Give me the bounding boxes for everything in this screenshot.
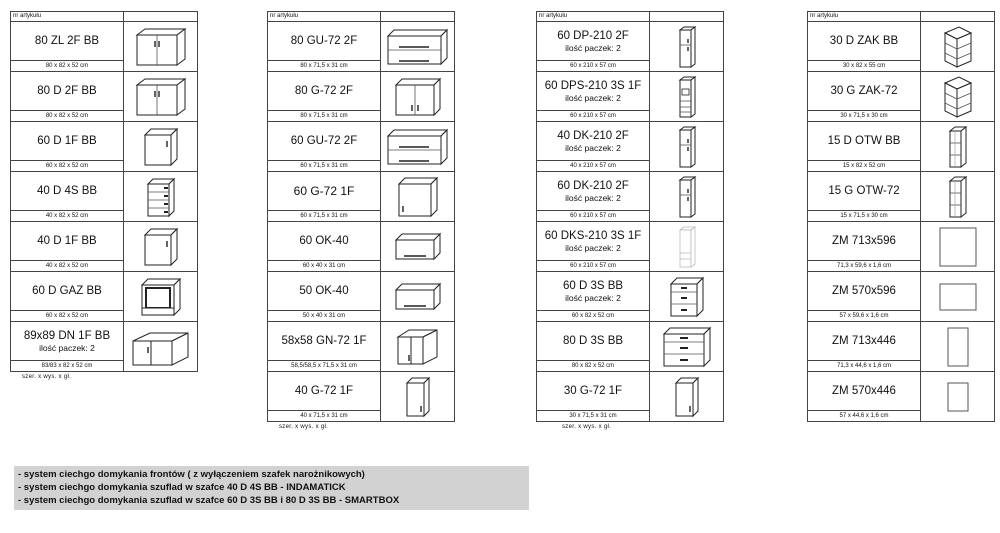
article-number-header: nr artykułu: [537, 12, 650, 22]
item-name: 15 D OTW BB: [827, 134, 901, 147]
item-name-cell: [11, 122, 124, 161]
item-image-cell: [381, 322, 455, 372]
package-count: ilość paczek: 2: [565, 292, 621, 303]
item-name: 60 DP-210 2F: [557, 29, 629, 42]
wall-cabinet-1-door-icon: [381, 176, 454, 218]
item-dimensions: 15 x 82 x 52 cm: [808, 161, 921, 172]
item-name-cell: [268, 272, 381, 311]
item-name: 60 D 1F BB: [37, 134, 97, 147]
package-count: ilość paczek: 2: [565, 42, 621, 53]
tall-cabinet-icon: [650, 125, 723, 169]
item-dimensions: 58,5/58,5 x 71,5 x 31 cm: [268, 361, 381, 372]
article-number-header: nr artykułu: [11, 12, 124, 22]
item-dimensions: 57 x 44,6 x 1,6 cm: [808, 411, 921, 422]
catalog-item: [537, 272, 724, 311]
item-name: 50 OK-40: [299, 284, 349, 297]
catalog-item: [268, 272, 455, 311]
image-header-cell: [921, 12, 995, 22]
catalog-table: [267, 11, 455, 422]
item-name: 60 OK-40: [299, 234, 349, 247]
item-name-cell: [808, 172, 921, 211]
item-dimensions: 30 x 71,5 x 31 cm: [537, 411, 650, 422]
tall-cabinet-faint-icon: [650, 225, 723, 269]
item-image-cell: [381, 272, 455, 322]
item-image-cell: [381, 22, 455, 72]
item-image-cell: [381, 122, 455, 172]
item-dimensions: 60 x 82 x 52 cm: [537, 311, 650, 322]
oven-cabinet-icon: [124, 277, 197, 317]
item-name-cell: [537, 172, 650, 211]
item-dimensions: 80 x 71,5 x 31 cm: [268, 61, 381, 72]
catalog-item: [11, 322, 198, 361]
item-name: ZM 570x596: [832, 284, 896, 297]
catalog-item: [11, 172, 198, 211]
item-image-cell: [650, 322, 724, 372]
catalog-item: [268, 22, 455, 61]
item-dimensions: 40 x 210 x 57 cm: [537, 161, 650, 172]
item-name-cell: [11, 22, 124, 61]
item-name: 60 D GAZ BB: [32, 284, 102, 297]
catalog-item: [268, 172, 455, 211]
item-image-cell: [124, 222, 198, 272]
item-image-cell: [124, 22, 198, 72]
item-name: 40 DK-210 2F: [557, 129, 629, 142]
image-header-cell: [124, 12, 198, 22]
image-header-cell: [381, 12, 455, 22]
item-name-cell: [808, 322, 921, 361]
article-number-header: nr artykułu: [808, 12, 921, 22]
item-name-cell: [268, 72, 381, 111]
item-name: 15 G OTW-72: [828, 184, 900, 197]
item-dimensions: 80 x 82 x 52 cm: [537, 361, 650, 372]
item-dimensions: 60 x 82 x 52 cm: [11, 161, 124, 172]
item-name-cell: [268, 122, 381, 161]
catalog-item: [537, 322, 724, 361]
article-number-header: nr artykułu: [268, 12, 381, 22]
item-name-cell: [268, 322, 381, 361]
catalog-item: [11, 272, 198, 311]
catalog-column-2: [267, 11, 452, 430]
item-dimensions: 40 x 82 x 52 cm: [11, 261, 124, 272]
item-dimensions: 60 x 71,5 x 31 cm: [268, 161, 381, 172]
catalog-item: [11, 22, 198, 61]
item-name: 30 G ZAK-72: [830, 84, 898, 97]
catalog-table: [807, 11, 995, 422]
note-line: - system ciechgo domykania szuflad w szafce 60 D 3S BB i 80 D 3S BB - SMARTBOX: [18, 495, 400, 506]
corner-end-shelf-icon: [921, 25, 994, 69]
catalog-item: [537, 72, 724, 111]
catalog-item: [808, 272, 995, 311]
item-name: ZM 713x596: [832, 234, 896, 247]
catalog-item: [808, 172, 995, 211]
item-dimensions: 60 x 40 x 31 cm: [268, 261, 381, 272]
catalog-item: [268, 222, 455, 261]
wall-cabinet-2-flap-icon: [381, 27, 454, 67]
catalog-item: [11, 222, 198, 261]
notes-box: [14, 466, 529, 510]
item-dimensions: 60 x 210 x 57 cm: [537, 211, 650, 222]
catalog-item: [537, 372, 724, 411]
item-name: 40 G-72 1F: [294, 384, 354, 397]
catalog-item: [268, 322, 455, 361]
item-dimensions: 71,3 x 44,6 x 1,6 cm: [808, 361, 921, 372]
package-count: ilość paczek: 2: [39, 342, 95, 353]
panel-tall-icon: [921, 326, 994, 368]
open-shelf-icon: [921, 175, 994, 219]
item-name-cell: [268, 172, 381, 211]
item-dimensions: 30 x 71,5 x 30 cm: [808, 111, 921, 122]
item-dimensions: 40 x 71,5 x 31 cm: [268, 411, 381, 422]
item-image-cell: [650, 272, 724, 322]
item-name-cell: [537, 272, 650, 311]
item-image-cell: [921, 172, 995, 222]
item-name-cell: [268, 372, 381, 411]
item-image-cell: [921, 322, 995, 372]
item-name: 60 DK-210 2F: [557, 179, 629, 192]
item-image-cell: [650, 122, 724, 172]
item-name: 60 G-72 1F: [293, 183, 355, 198]
tall-cabinet-open-icon: [650, 75, 723, 119]
item-name: 80 G-72 2F: [294, 84, 354, 97]
item-dimensions: 60 x 71,5 x 31 cm: [268, 211, 381, 222]
item-dimensions: 80 x 82 x 52 cm: [11, 61, 124, 72]
item-name: 58x58 GN-72 1F: [281, 334, 367, 347]
item-dimensions: 80 x 71,5 x 31 cm: [268, 111, 381, 122]
catalog-item: [808, 322, 995, 361]
item-name-cell: [537, 322, 650, 361]
item-image-cell: [921, 122, 995, 172]
item-dimensions: 40 x 82 x 52 cm: [11, 211, 124, 222]
item-image-cell: [124, 272, 198, 322]
item-image-cell: [124, 172, 198, 222]
item-name-cell: [537, 72, 650, 111]
item-image-cell: [650, 172, 724, 222]
item-name-cell: [268, 22, 381, 61]
narrow-wall-cabinet-icon: [381, 376, 454, 418]
item-dimensions: 71,3 x 59,6 x 1,6 cm: [808, 261, 921, 272]
item-image-cell: [381, 172, 455, 222]
item-name: ZM 570x446: [832, 384, 896, 397]
item-image-cell: [921, 72, 995, 122]
drawer-cabinet-3-wide-icon: [650, 326, 723, 368]
item-name-cell: [11, 172, 124, 211]
item-name: 40 D 1F BB: [37, 234, 97, 247]
item-name: 60 DKS-210 3S 1F: [544, 229, 642, 242]
item-dimensions: 50 x 40 x 31 cm: [268, 311, 381, 322]
catalog-item: [808, 72, 995, 111]
item-name-cell: [808, 372, 921, 411]
catalog-item: [268, 72, 455, 111]
item-name-cell: [808, 122, 921, 161]
note-line: - system ciechgo domykania frontów ( z wyłączeniem szafek narożnikowych): [18, 469, 365, 480]
catalog-item: [808, 22, 995, 61]
package-count: ilość paczek: 2: [565, 242, 621, 253]
item-name-cell: [537, 372, 650, 411]
item-name: 30 D ZAK BB: [829, 34, 899, 47]
catalog-table: [10, 11, 198, 372]
item-dimensions: 15 x 71,5 x 30 cm: [808, 211, 921, 222]
item-image-cell: [381, 222, 455, 272]
narrow-wall-cabinet-icon: [650, 376, 723, 418]
item-dimensions: 83/83 x 82 x 52 cm: [11, 361, 124, 372]
item-image-cell: [650, 72, 724, 122]
item-image-cell: [124, 72, 198, 122]
catalog-column-3: [536, 11, 721, 430]
tall-cabinet-icon: [650, 175, 723, 219]
item-image-cell: [921, 272, 995, 322]
item-name: ZM 713x446: [832, 334, 896, 347]
item-name: 60 GU-72 2F: [290, 134, 358, 147]
item-name-cell: [808, 272, 921, 311]
image-header-cell: [650, 12, 724, 22]
hood-cabinet-icon: [381, 232, 454, 262]
item-name-cell: [808, 72, 921, 111]
item-name-cell: [808, 222, 921, 261]
item-name: 30 G-72 1F: [563, 384, 623, 397]
item-image-cell: [650, 372, 724, 422]
dimension-legend: szer. x wys. x gł.: [22, 374, 72, 380]
item-dimensions: 57 x 59,6 x 1,6 cm: [808, 311, 921, 322]
item-dimensions: 80 x 82 x 52 cm: [11, 111, 124, 122]
item-image-cell: [921, 222, 995, 272]
base-cabinet-2-door-icon: [124, 77, 197, 117]
corner-base-cabinet-icon: [124, 327, 197, 367]
panel-wide-icon: [921, 280, 994, 314]
item-image-cell: [921, 372, 995, 422]
item-image-cell: [124, 322, 198, 372]
item-dimensions: 60 x 210 x 57 cm: [537, 111, 650, 122]
catalog-item: [11, 122, 198, 161]
catalog-item: [808, 222, 995, 261]
item-image-cell: [650, 222, 724, 272]
item-dimensions: 60 x 82 x 52 cm: [11, 311, 124, 322]
catalog-item: [537, 122, 724, 161]
dimension-legend: szer. x wys. x gł.: [279, 424, 329, 430]
base-cabinet-2-door-icon: [124, 27, 197, 67]
note-line: - system ciechgo domykania szuflad w szafce 40 D 4S BB - INDAMATICK: [18, 482, 346, 493]
panel-large-icon: [921, 226, 994, 268]
package-count: ilość paczek: 2: [565, 192, 621, 203]
item-image-cell: [650, 22, 724, 72]
item-name: 60 D 3S BB: [562, 279, 624, 292]
base-cabinet-1-door-icon: [124, 227, 197, 267]
catalog-item: [268, 372, 455, 411]
package-count: ilość paczek: 2: [565, 142, 621, 153]
base-cabinet-1-door-icon: [124, 127, 197, 167]
item-name: 80 D 3S BB: [562, 334, 624, 347]
catalog-item: [537, 172, 724, 211]
wall-cabinet-2-door-icon: [381, 77, 454, 117]
open-shelf-icon: [921, 125, 994, 169]
item-name: 80 GU-72 2F: [290, 34, 358, 47]
tall-cabinet-icon: [650, 25, 723, 69]
panel-small-icon: [921, 379, 994, 415]
item-image-cell: [381, 372, 455, 422]
item-image-cell: [381, 72, 455, 122]
item-name: 40 D 4S BB: [36, 184, 98, 197]
item-name-cell: [11, 272, 124, 311]
item-name-cell: [537, 122, 650, 161]
corner-wall-cabinet-icon: [381, 327, 454, 367]
item-name-cell: [268, 222, 381, 261]
package-count: ilość paczek: 2: [565, 92, 621, 103]
hood-cabinet-icon: [381, 282, 454, 312]
item-name-cell: [808, 22, 921, 61]
catalog-column-1: [10, 11, 195, 380]
dimension-legend: szer. x wys. x gł.: [562, 424, 612, 430]
catalog-item: [537, 222, 724, 261]
item-name-cell: [11, 222, 124, 261]
item-name-cell: [11, 322, 124, 361]
drawer-cabinet-4-icon: [124, 176, 197, 218]
item-name: 89x89 DN 1F BB: [23, 329, 111, 342]
item-name: 80 D 2F BB: [37, 84, 97, 97]
item-name: 60 DPS-210 3S 1F: [544, 79, 642, 92]
item-image-cell: [921, 22, 995, 72]
catalog-item: [808, 122, 995, 161]
wall-cabinet-2-flap-icon: [381, 127, 454, 167]
item-name-cell: [11, 72, 124, 111]
catalog-item: [537, 22, 724, 61]
catalog-item: [268, 122, 455, 161]
item-name-cell: [537, 222, 650, 261]
drawer-cabinet-3-icon: [650, 276, 723, 318]
item-image-cell: [124, 122, 198, 172]
item-name: 80 ZL 2F BB: [34, 34, 100, 47]
catalog-item: [808, 372, 995, 411]
item-name-cell: [537, 22, 650, 61]
item-dimensions: 60 x 210 x 57 cm: [537, 61, 650, 72]
catalog-item: [11, 72, 198, 111]
item-dimensions: 30 x 82 x 55 cm: [808, 61, 921, 72]
item-dimensions: 60 x 210 x 57 cm: [537, 261, 650, 272]
catalog-column-4: [807, 11, 992, 422]
catalog-table: [536, 11, 724, 422]
corner-end-shelf-icon: [921, 75, 994, 119]
